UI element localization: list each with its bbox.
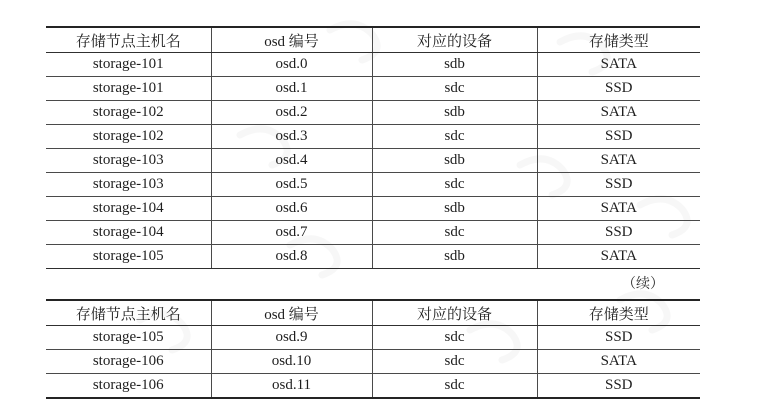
table-cell: sdc [372,77,537,101]
osd-table-part-2 [46,299,700,399]
table-cell: SSD [537,173,700,197]
column-header: 存储类型 [537,27,700,53]
table-cell: osd.5 [211,173,372,197]
table-row [46,77,700,101]
table-header-row [46,300,700,326]
table-cell: osd.1 [211,77,372,101]
column-header: 对应的设备 [372,27,537,53]
table-row [46,326,700,350]
table-cell: SSD [537,326,700,350]
table-continued-note: （续） [622,277,664,292]
table-row [46,125,700,149]
table-cell: SATA [537,350,700,374]
table-cell: SSD [537,221,700,245]
table-cell: storage-101 [46,53,211,77]
table-row [46,221,700,245]
table-cell: osd.4 [211,149,372,173]
table-row [46,197,700,221]
table-cell: sdb [372,149,537,173]
table-cell: osd.9 [211,326,372,350]
table-cell: storage-104 [46,221,211,245]
table-cell: osd.7 [211,221,372,245]
table-row [46,101,700,125]
table-row [46,173,700,197]
table-cell: storage-102 [46,125,211,149]
table-cell: sdc [372,125,537,149]
table-cell: sdb [372,197,537,221]
osd-table-part-1 [46,26,700,269]
table-cell: SSD [537,125,700,149]
page-content [46,26,700,399]
table-header [46,27,700,53]
table-cell: sdb [372,53,537,77]
table-cell: sdc [372,374,537,399]
table-cell: sdb [372,101,537,125]
table-cell: sdb [372,245,537,269]
table-cell: storage-106 [46,350,211,374]
column-header: 存储节点主机名 [46,300,211,326]
table-body [46,53,700,269]
column-header: osd 编号 [211,300,372,326]
table-cell: osd.11 [211,374,372,399]
table-cell: SSD [537,77,700,101]
table-cell: SATA [537,197,700,221]
table-cell: osd.0 [211,53,372,77]
table-cell: SATA [537,149,700,173]
table-cell: storage-105 [46,245,211,269]
table-row [46,149,700,173]
table-cell: SATA [537,245,700,269]
column-header: 对应的设备 [372,300,537,326]
column-header: 存储类型 [537,300,700,326]
table-cell: osd.10 [211,350,372,374]
table-cell: sdc [372,221,537,245]
table-cell: osd.6 [211,197,372,221]
table-cell: osd.2 [211,101,372,125]
table-body [46,326,700,399]
table-cell: storage-101 [46,77,211,101]
table-cell: osd.3 [211,125,372,149]
table-cell: storage-106 [46,374,211,399]
column-header: osd 编号 [211,27,372,53]
table-cell: storage-103 [46,149,211,173]
table-cell: SSD [537,374,700,399]
table-cell: sdc [372,173,537,197]
table-row [46,245,700,269]
table-cell: osd.8 [211,245,372,269]
table-row [46,53,700,77]
table-cell: sdc [372,350,537,374]
column-header: 存储节点主机名 [46,27,211,53]
table-cell: SATA [537,101,700,125]
table-cell: storage-102 [46,101,211,125]
table-cell: storage-104 [46,197,211,221]
table-header [46,300,700,326]
table-header-row [46,27,700,53]
table-cell: SATA [537,53,700,77]
table-cell: sdc [372,326,537,350]
table-cell: storage-105 [46,326,211,350]
table-cell: storage-103 [46,173,211,197]
table-row [46,374,700,399]
table-row [46,350,700,374]
